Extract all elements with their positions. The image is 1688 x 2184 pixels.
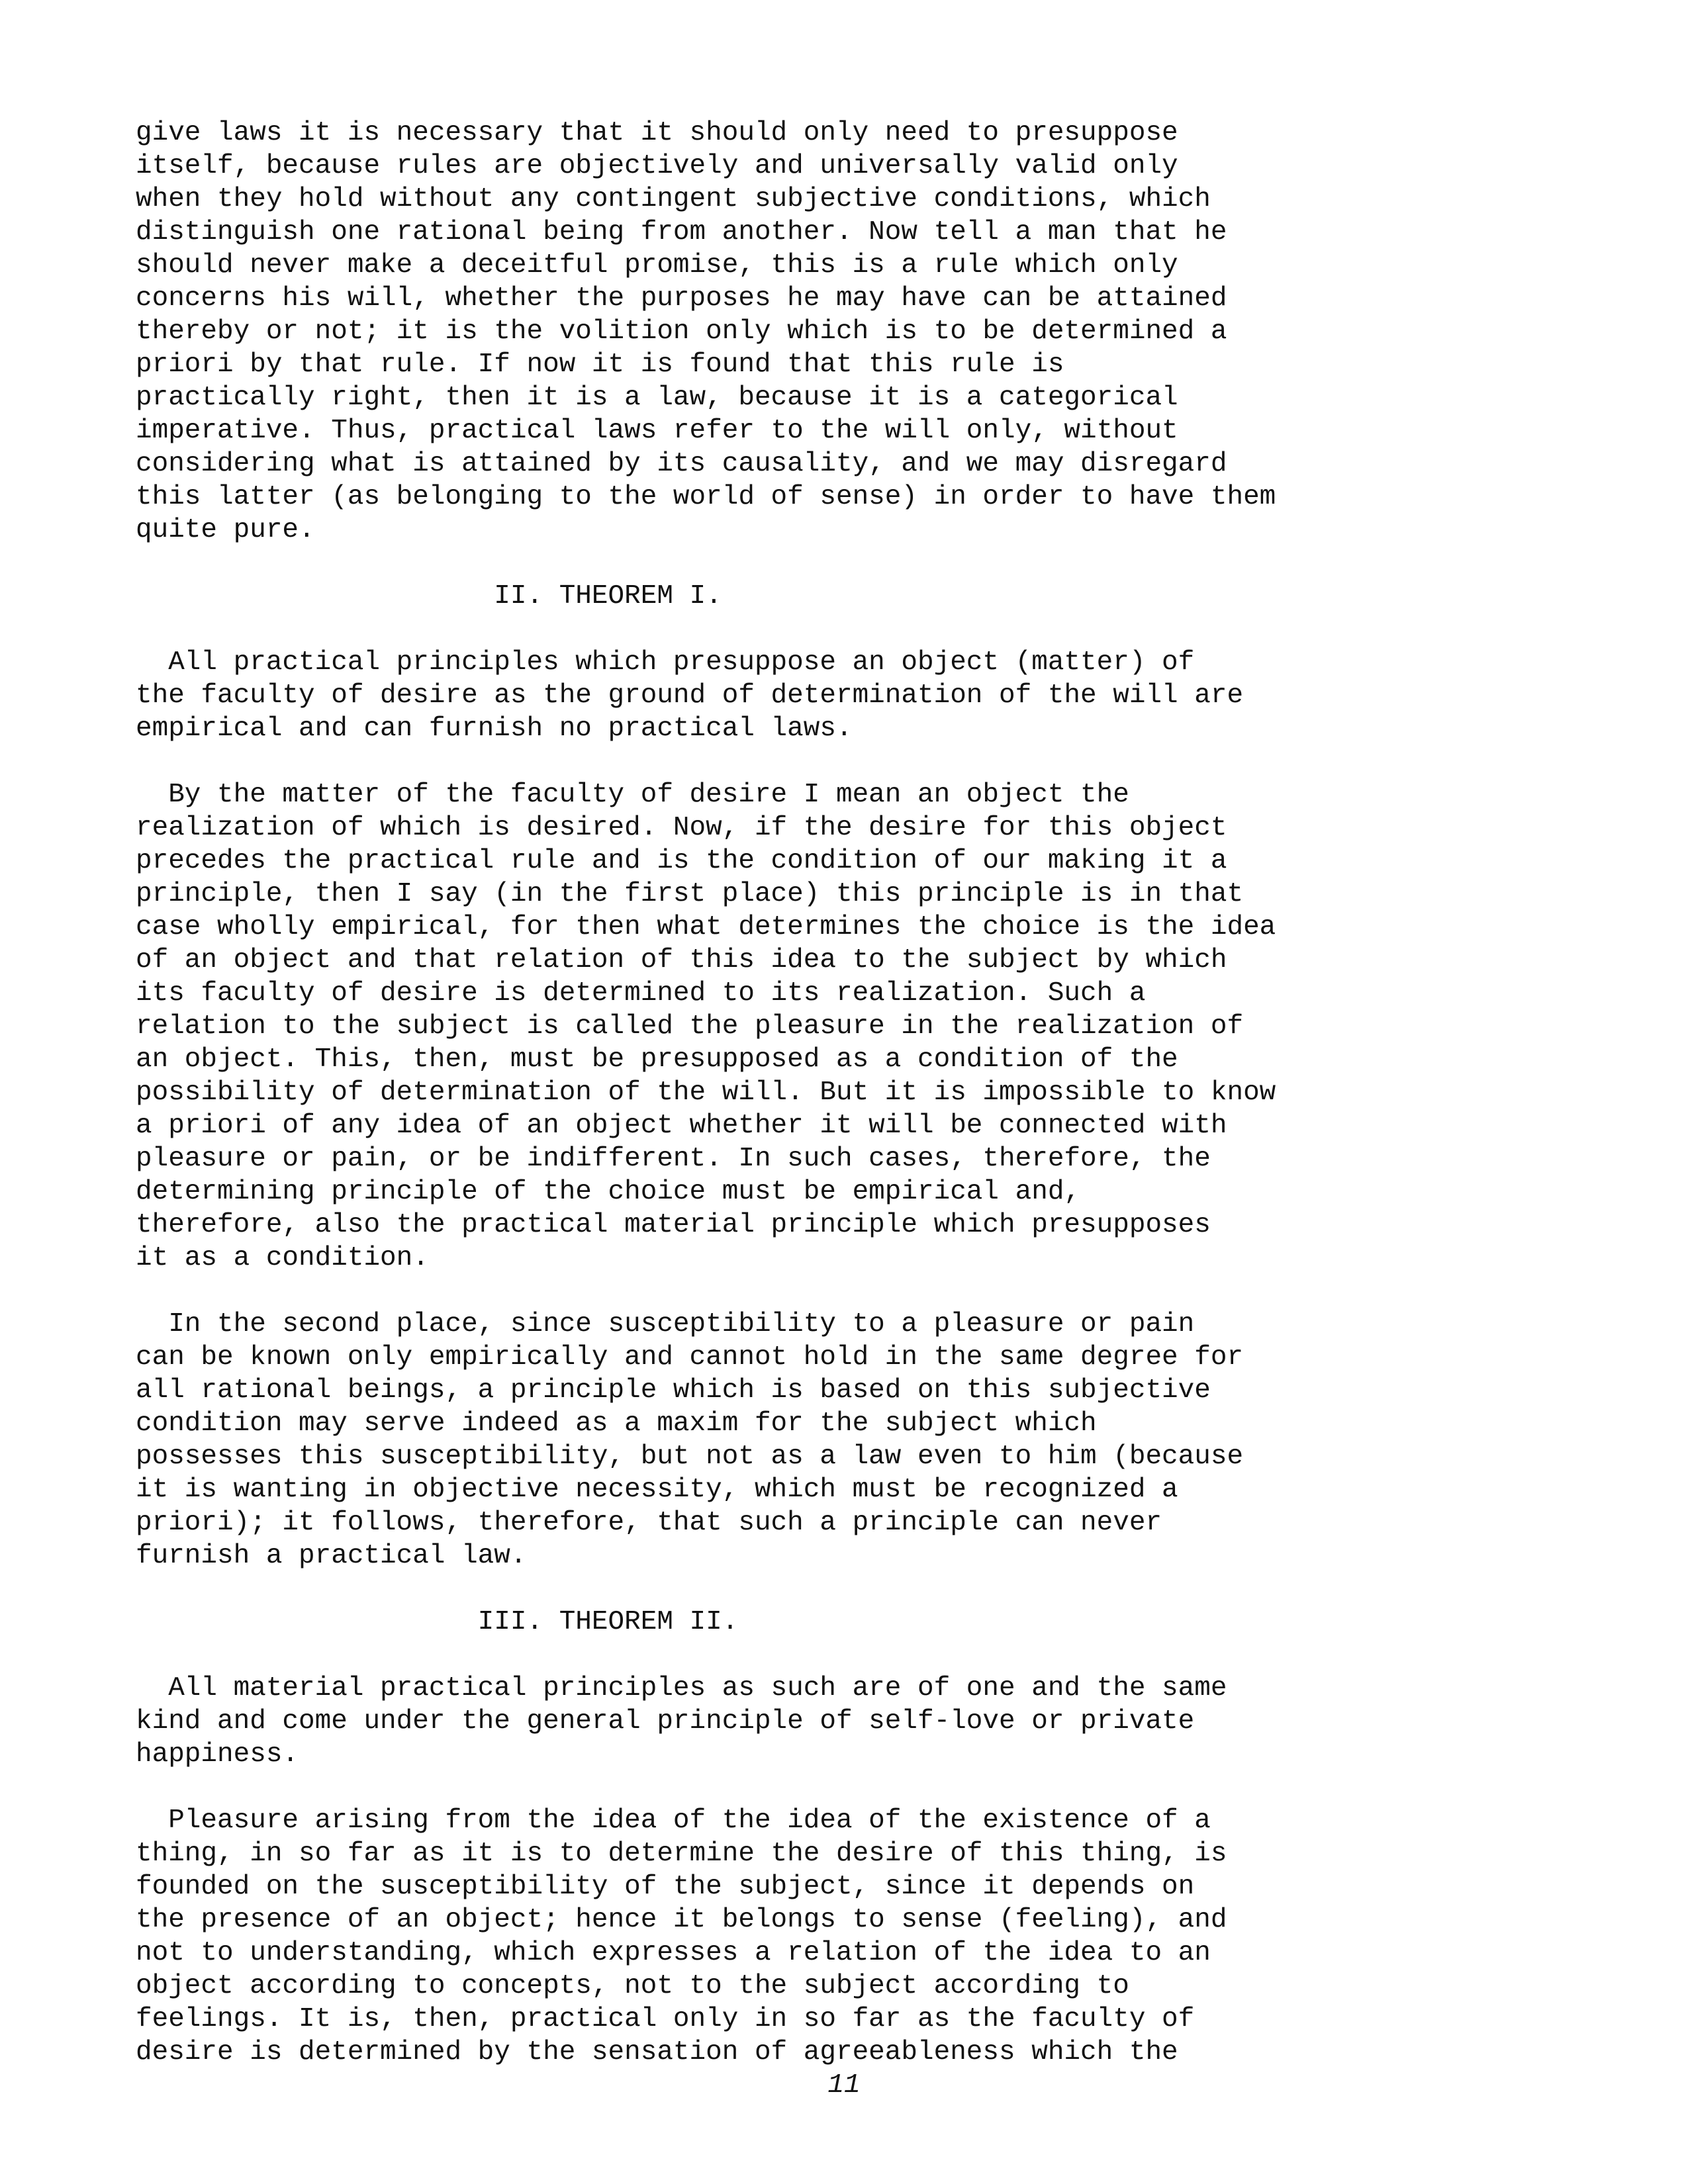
text-line: case wholly empirical, for then what determines the choice is the idea xyxy=(136,912,1276,942)
section-heading xyxy=(136,580,1559,613)
section-heading xyxy=(136,1606,1559,1639)
text-line: give laws it is necessary that it should only need to presuppose xyxy=(136,118,1178,148)
document-body xyxy=(136,116,1559,2069)
text-line: an object. This, then, must be presupposed as a condition of the xyxy=(136,1044,1178,1075)
paragraph-gap xyxy=(136,1639,1559,1672)
text-line: founded on the susceptibility of the subject, since it depends on xyxy=(136,1872,1195,1902)
text-line: furnish a practical law. xyxy=(136,1541,527,1571)
text-line: its faculty of desire is determined to its realization. Such a xyxy=(136,978,1146,1009)
text-line: kind and come under the general principle of self-love or private xyxy=(136,1706,1195,1737)
text-line: concerns his will, whether the purposes he may have can be attained xyxy=(136,283,1227,314)
text-line: can be known only empirically and cannot hold in the same degree for xyxy=(136,1342,1244,1373)
text-line: feelings. It is, then, practical only in so far as the faculty of xyxy=(136,2004,1195,2034)
paragraph xyxy=(136,1308,1559,1572)
text-line: By the matter of the faculty of desire I mean an object the xyxy=(136,780,1129,810)
text-line: Pleasure arising from the idea of the idea of the existence of a xyxy=(136,1805,1211,1836)
paragraph-gap xyxy=(136,547,1559,580)
paragraph-gap xyxy=(136,745,1559,778)
paragraph-gap xyxy=(136,1771,1559,1804)
text-line: imperative. Thus, practical laws refer to the will only, without xyxy=(136,416,1178,446)
text-line: itself, because rules are objectively and universally valid only xyxy=(136,151,1178,181)
text-line: quite pure. xyxy=(136,515,315,545)
text-line: practically right, then it is a law, because it is a categorical xyxy=(136,383,1178,413)
text-line: thereby or not; it is the volition only which is to be determined a xyxy=(136,316,1227,347)
text-line: desire is determined by the sensation of agreeableness which the xyxy=(136,2037,1178,2068)
text-line: principle, then I say (in the first place) this principle is in that xyxy=(136,879,1244,909)
text-line: condition may serve indeed as a maxim for the subject which xyxy=(136,1408,1097,1439)
text-line: priori); it follows, therefore, that such a principle can never xyxy=(136,1508,1162,1538)
text-line: of an object and that relation of this idea to the subject by which xyxy=(136,945,1227,976)
text-line: In the second place, since susceptibility to a pleasure or pain xyxy=(136,1309,1195,1340)
text-line: All material practical principles as such are of one and the same xyxy=(136,1673,1227,1704)
text-line: realization of which is desired. Now, if the desire for this object xyxy=(136,813,1227,843)
paragraph-gap xyxy=(136,1572,1559,1606)
text-line: therefore, also the practical material principle which presupposes xyxy=(136,1210,1211,1240)
paragraph xyxy=(136,778,1559,1275)
paragraph-gap xyxy=(136,613,1559,646)
text-line: precedes the practical rule and is the condition of our making it a xyxy=(136,846,1227,876)
text-line: it as a condition. xyxy=(136,1243,429,1273)
paragraph xyxy=(136,1804,1559,2069)
text-line: thing, in so far as it is to determine the desire of this thing, is xyxy=(136,1839,1227,1869)
text-line: this latter (as belonging to the world of sense) in order to have them xyxy=(136,482,1276,512)
text-line: it is wanting in objective necessity, which must be recognized a xyxy=(136,1475,1178,1505)
text-line: considering what is attained by its causality, and we may disregard xyxy=(136,449,1227,479)
text-line: priori by that rule. If now it is found that this rule is xyxy=(136,349,1064,380)
text-line: should never make a deceitful promise, this is a rule which only xyxy=(136,250,1178,281)
paragraph-gap xyxy=(136,1275,1559,1308)
text-line: all rational beings, a principle which is based on this subjective xyxy=(136,1375,1211,1406)
text-line: possibility of determination of the will. But it is impossible to know xyxy=(136,1077,1276,1108)
heading-line: III. THEOREM II. xyxy=(136,1607,739,1637)
text-line: when they hold without any contingent subjective conditions, which xyxy=(136,184,1211,214)
text-line: pleasure or pain, or be indifferent. In such cases, therefore, the xyxy=(136,1144,1211,1174)
paragraph xyxy=(136,646,1559,745)
text-line: All practical principles which presuppose an object (matter) of xyxy=(136,647,1195,678)
page-number: 11 xyxy=(827,2070,861,2101)
text-line: not to understanding, which expresses a relation of the idea to an xyxy=(136,1938,1211,1968)
text-line: possesses this susceptibility, but not as a law even to him (because xyxy=(136,1441,1244,1472)
text-line: distinguish one rational being from another. Now tell a man that he xyxy=(136,217,1227,248)
paragraph xyxy=(136,1672,1559,1771)
text-line: determining principle of the choice must be empirical and, xyxy=(136,1177,1081,1207)
text-line: the faculty of desire as the ground of determination of the will are xyxy=(136,680,1244,711)
text-line: object according to concepts, not to the subject according to xyxy=(136,1971,1129,2001)
text-line: empirical and can furnish no practical laws. xyxy=(136,713,853,744)
heading-line: II. THEOREM I. xyxy=(136,581,722,612)
text-line: the presence of an object; hence it belongs to sense (feeling), and xyxy=(136,1905,1227,1935)
text-line: relation to the subject is called the pleasure in the realization of xyxy=(136,1011,1244,1042)
text-line: happiness. xyxy=(136,1739,299,1770)
paragraph xyxy=(136,116,1559,547)
text-line: a priori of any idea of an object whether it will be connected with xyxy=(136,1111,1227,1141)
